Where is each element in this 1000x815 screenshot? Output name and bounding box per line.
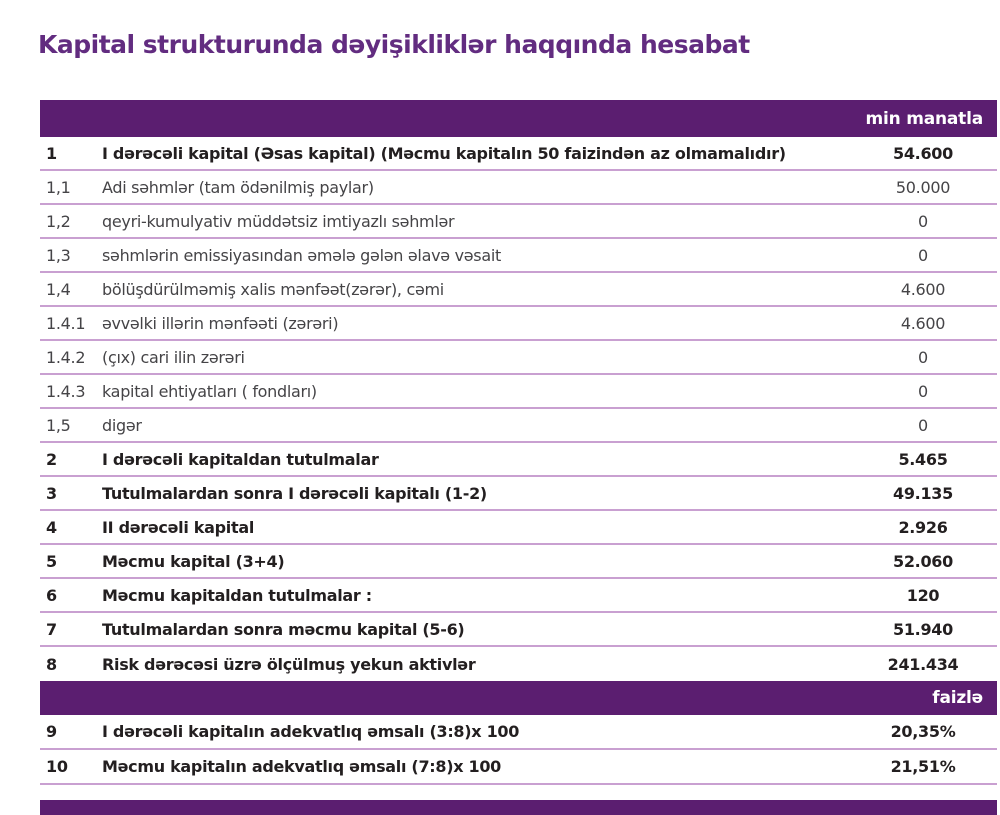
row-number: 1.4.3 xyxy=(46,381,86,401)
row-label: qeyri-kumulyativ müddətsiz imtiyazlı səhmlər xyxy=(102,211,455,231)
row-value: 54.600 xyxy=(893,143,953,163)
row-number: 1,3 xyxy=(46,245,71,265)
row-value: 0 xyxy=(918,245,928,265)
row-number: 10 xyxy=(46,757,68,776)
table-row xyxy=(40,239,997,273)
percent-rows-section xyxy=(40,715,997,785)
row-label: Tutulmalardan sonra məcmu kapital (5-6) xyxy=(102,619,465,639)
row-number: 6 xyxy=(46,585,57,605)
table-row xyxy=(40,375,997,409)
row-number: 1.4.1 xyxy=(46,313,86,333)
row-label: II dərəcəli kapital xyxy=(102,517,255,537)
table-row xyxy=(40,137,997,171)
row-label: kapital ehtiyatları ( fondları) xyxy=(102,381,317,401)
row-number: 1,5 xyxy=(46,415,71,435)
footer-bar xyxy=(40,800,997,815)
row-number: 7 xyxy=(46,619,57,639)
row-label: Məcmu kapital (3+4) xyxy=(102,551,285,571)
table-row xyxy=(40,409,997,443)
row-value: 0 xyxy=(918,381,928,401)
table-row xyxy=(40,647,997,681)
unit-label-percent: faizlə xyxy=(932,688,983,708)
capital-structure-table xyxy=(40,100,997,785)
row-value: 52.060 xyxy=(893,551,953,571)
table-row xyxy=(40,341,997,375)
row-value: 51.940 xyxy=(893,619,953,639)
row-label: Məcmu kapitalın adekvatlıq əmsalı (7:8)x 100 xyxy=(102,757,502,776)
row-label: (çıx) cari ilin zərəri xyxy=(102,347,245,367)
row-number: 9 xyxy=(46,722,57,741)
table-row xyxy=(40,545,997,579)
table-row xyxy=(40,579,997,613)
table-row xyxy=(40,511,997,545)
table-row xyxy=(40,171,997,205)
row-label: I dərəcəli kapital (Əsas kapital) (Məcmu kapitalın 50 faizindən az olmamalıdır) xyxy=(102,143,786,163)
table-row xyxy=(40,477,997,511)
row-label: I dərəcəli kapitalın adekvatlıq əmsalı (3:8)x 100 xyxy=(102,722,520,741)
table-row xyxy=(40,715,997,750)
row-number: 1,2 xyxy=(46,211,71,231)
row-label: Risk dərəcəsi üzrə ölçülmuş yekun aktivlər xyxy=(102,654,476,674)
unit-header-bar-percent xyxy=(40,681,997,715)
row-value: 2.926 xyxy=(898,517,948,537)
row-number: 5 xyxy=(46,551,57,571)
main-rows-section xyxy=(40,137,997,681)
row-value: 21,51% xyxy=(890,757,956,776)
row-label: Adi səhmlər (tam ödənilmiş paylar) xyxy=(102,177,374,197)
table-row xyxy=(40,307,997,341)
row-value: 0 xyxy=(918,211,928,231)
row-value: 5.465 xyxy=(898,449,948,469)
row-label: səhmlərin emissiyasından əmələ gələn əlavə vəsait xyxy=(102,245,501,265)
table-row xyxy=(40,750,997,785)
row-label: əvvəlki illərin mənfəəti (zərəri) xyxy=(102,313,339,333)
row-value: 20,35% xyxy=(890,722,956,741)
row-number: 1 xyxy=(46,143,57,163)
row-value: 0 xyxy=(918,415,928,435)
row-number: 4 xyxy=(46,517,57,537)
table-row xyxy=(40,273,997,307)
row-number: 1,1 xyxy=(46,177,71,197)
page-title: Kapital strukturunda dəyişikliklər haqqında hesabat xyxy=(38,30,750,59)
row-value: 49.135 xyxy=(893,483,953,503)
row-value: 241.434 xyxy=(887,654,959,674)
row-label: bölüşdürülməmiş xalis mənfəət(zərər), cəmi xyxy=(102,279,444,299)
row-value: 120 xyxy=(906,585,940,605)
row-number: 3 xyxy=(46,483,57,503)
row-number: 1.4.2 xyxy=(46,347,86,367)
row-number: 2 xyxy=(46,449,57,469)
row-value: 4.600 xyxy=(900,279,946,299)
unit-label-amount: min manatla xyxy=(865,108,983,129)
table-row xyxy=(40,443,997,477)
row-value: 0 xyxy=(918,347,928,367)
row-label: I dərəcəli kapitaldan tutulmalar xyxy=(102,449,379,469)
row-value: 50.000 xyxy=(895,177,951,197)
unit-header-bar-amount xyxy=(40,100,997,137)
row-label: Tutulmalardan sonra I dərəcəli kapitalı (1-2) xyxy=(102,483,487,503)
row-value: 4.600 xyxy=(900,313,946,333)
row-number: 8 xyxy=(46,654,57,674)
row-number: 1,4 xyxy=(46,279,71,299)
table-row xyxy=(40,613,997,647)
row-label: Məcmu kapitaldan tutulmalar : xyxy=(102,585,372,605)
row-label: digər xyxy=(102,415,142,435)
table-row xyxy=(40,205,997,239)
